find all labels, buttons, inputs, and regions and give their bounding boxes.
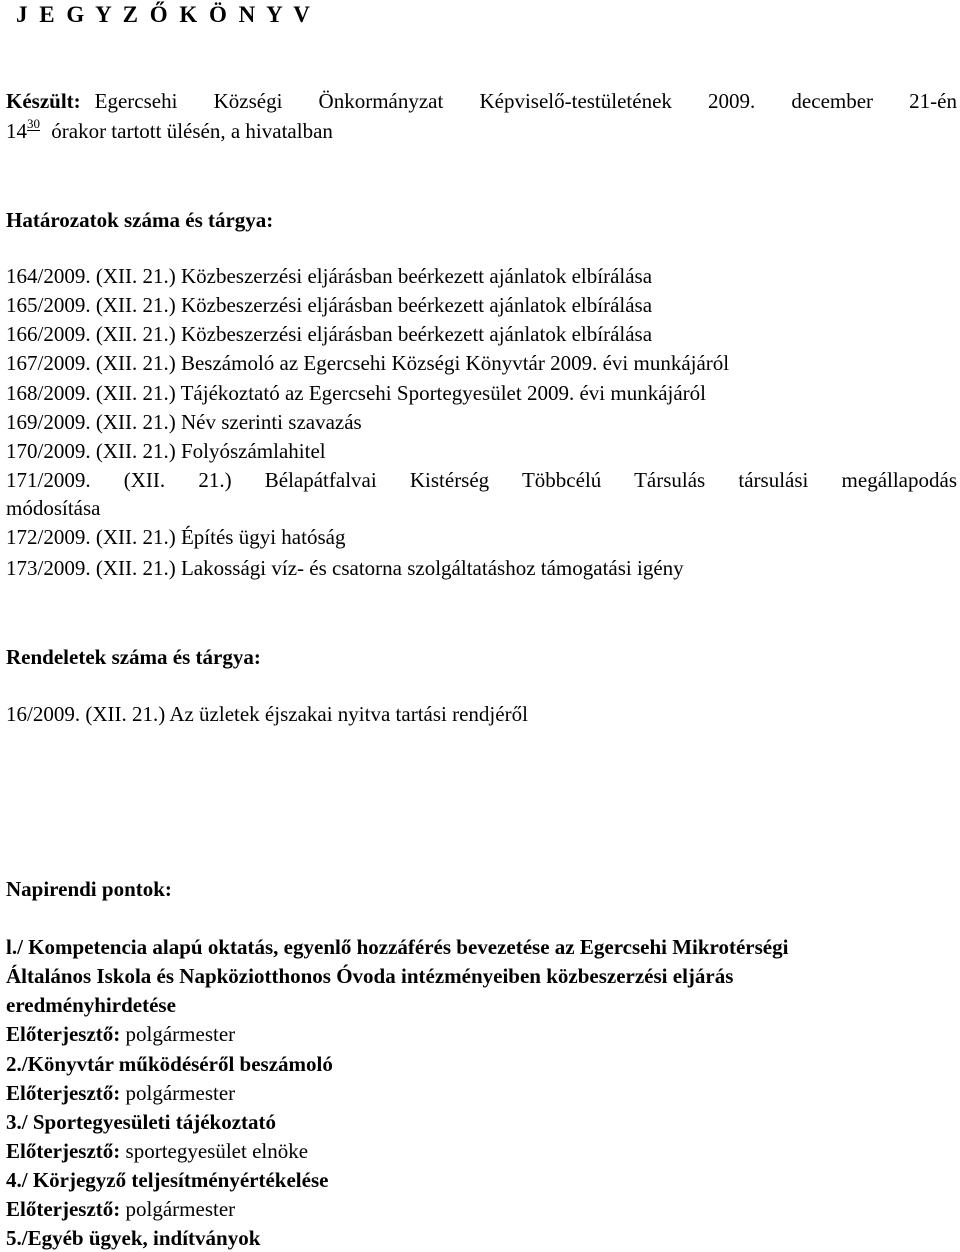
resolutions-heading: Határozatok száma és tárgya: <box>6 208 274 232</box>
resolution-item: 172/2009. (XII. 21.) Építés ügyi hatóság <box>6 525 346 549</box>
agenda-item-2: 2./Könyvtár működéséről beszámoló <box>6 1052 333 1076</box>
session-info-line-1 <box>6 88 957 114</box>
agenda-item-3: 3./ Sportegyesületi tájékoztató <box>6 1110 277 1134</box>
presenter-label: Előterjesztő: <box>6 1139 121 1163</box>
resolution-item: 166/2009. (XII. 21.) Közbeszerzési eljárásban beérkezett ajánlatok elbírálása <box>6 322 653 346</box>
document-title: J E G Y Z Ő K Ö N Y V <box>16 2 313 27</box>
agenda-item-2-presenter <box>6 1080 235 1106</box>
presenter-label: Előterjesztő: <box>6 1197 121 1221</box>
presenter-label: Előterjesztő: <box>6 1022 121 1046</box>
agenda-item-5: 5./Egyéb ügyek, indítványok <box>6 1226 261 1250</box>
resolution-item: 164/2009. (XII. 21.) Közbeszerzési eljárásban beérkezett ajánlatok elbírálása <box>6 264 653 288</box>
session-info-line-2 <box>6 118 333 144</box>
agenda-item-4: 4./ Körjegyző teljesítményértékelése <box>6 1168 329 1192</box>
presenter-name: polgármester <box>125 1022 236 1046</box>
created-label: Készült: <box>6 89 81 113</box>
resolution-item: 167/2009. (XII. 21.) Beszámoló az Egercsehi Községi Könyvtár 2009. évi munkájáról <box>6 351 730 375</box>
resolution-item: 169/2009. (XII. 21.) Név szerinti szavazás <box>6 410 362 434</box>
resolution-item: 168/2009. (XII. 21.) Tájékoztató az Egercsehi Sportegyesület 2009. évi munkájáról <box>6 381 706 405</box>
session-place: órakor tartott ülésén, a hivatalban <box>51 119 333 143</box>
session-hour: 14 <box>6 119 27 143</box>
presenter-name: polgármester <box>125 1197 236 1221</box>
agenda-item-1-continued: Általános Iskola és Napköziotthonos Óvoda intézményeiben közbeszerzési eljárás <box>6 964 734 988</box>
agenda-item-4-presenter <box>6 1196 235 1222</box>
agenda-item-1: l./ Kompetencia alapú oktatás, egyenlő hozzáférés bevezetése az Egercsehi Mikrotérségi <box>6 935 789 959</box>
session-minute: 30 <box>27 116 40 131</box>
agenda-item-3-presenter <box>6 1138 308 1164</box>
decree-item: 16/2009. (XII. 21.) Az üzletek éjszakai nyitva tartási rendjéről <box>6 702 528 726</box>
agenda-item-1-presenter <box>6 1021 235 1047</box>
presenter-name: sportegyesület elnöke <box>125 1139 309 1163</box>
agenda-heading: Napirendi pontok: <box>6 877 172 901</box>
resolution-item: 170/2009. (XII. 21.) Folyószámlahitel <box>6 439 326 463</box>
presenter-name: polgármester <box>125 1081 236 1105</box>
agenda-item-1-continued: eredményhirdetése <box>6 993 176 1017</box>
presenter-label: Előterjesztő: <box>6 1081 121 1105</box>
resolution-item: 165/2009. (XII. 21.) Közbeszerzési eljárásban beérkezett ajánlatok elbírálása <box>6 293 653 317</box>
resolution-item: 171/2009. (XII. 21.) Bélapátfalvai Kistérség Többcélú Társulás társulási megállapodás <box>6 468 957 492</box>
resolution-item-continued: módosítása <box>6 496 101 520</box>
resolution-item: 173/2009. (XII. 21.) Lakossági víz- és csatorna szolgáltatáshoz támogatási igény <box>6 556 684 580</box>
decrees-heading: Rendeletek száma és tárgya: <box>6 645 261 669</box>
session-info-text: Egercsehi Községi Önkormányzat Képviselő-testületének 2009. december 21-én <box>94 89 957 113</box>
